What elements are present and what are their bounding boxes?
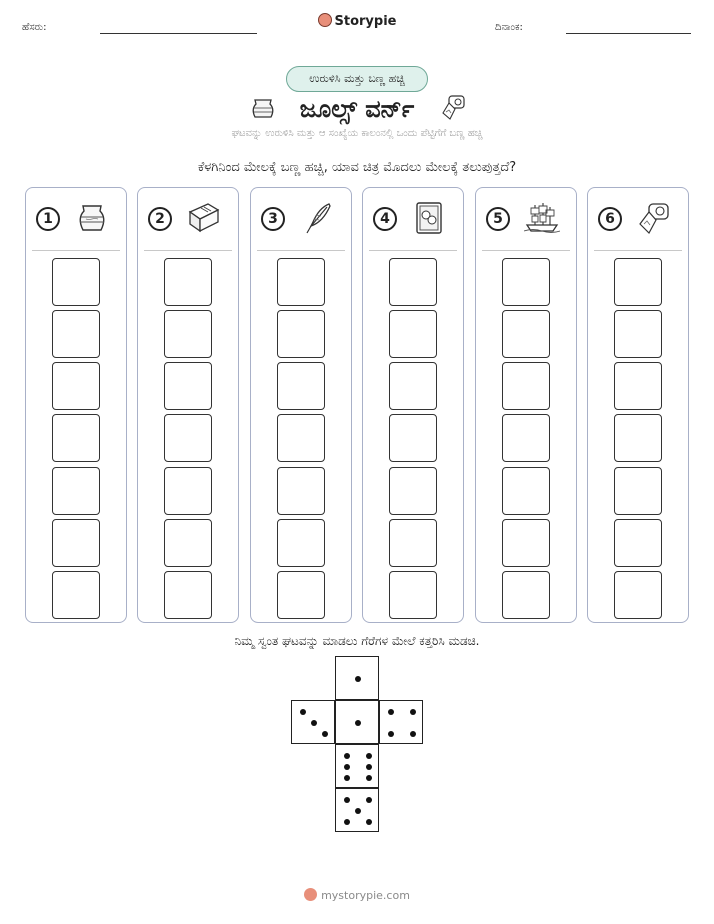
color-box[interactable] [164, 571, 212, 619]
color-box[interactable] [52, 571, 100, 619]
question: ಕೆಳಗಿನಿಂದ ಮೇಲಕ್ಕೆ ಬಣ್ಣ ಹಚ್ಚಿ, ಯಾವ ಚಿತ್ರ ಮೊದಲು ಮೇಲಕ್ಕೆ ತಲುಪುತ್ತದೆ? [197, 160, 517, 175]
date-label: ದಿನಾಂಕ: [495, 22, 523, 33]
color-box[interactable] [614, 414, 662, 462]
color-box[interactable] [502, 362, 550, 410]
date-line [566, 33, 691, 34]
column-divider [369, 250, 457, 251]
column-number: 6 [598, 207, 622, 231]
brand-name: Storypie [334, 14, 397, 29]
ticker-tape-icon [636, 200, 672, 236]
die-pip [366, 764, 372, 770]
die-pip [366, 819, 372, 825]
color-box[interactable] [614, 467, 662, 515]
pot-icon [74, 200, 110, 236]
die-pip [344, 764, 350, 770]
color-box[interactable] [277, 467, 325, 515]
color-box[interactable] [502, 519, 550, 567]
die-face-lower [335, 744, 379, 788]
color-box[interactable] [389, 310, 437, 358]
color-box[interactable] [614, 310, 662, 358]
storypie-logo-icon [304, 888, 317, 901]
color-box[interactable] [164, 310, 212, 358]
die-face-top [335, 656, 379, 700]
quill-icon [299, 200, 335, 236]
fold-instruction: ನಿಮ್ಮ ಸ್ವಂತ ಘಟವನ್ನು ಮಾಡಲು ಗೆರೆಗಳ ಮೇಲೆ ಕತ್ತರಿಸಿ ಮಡಚಿ. [234, 634, 480, 648]
subtitle: ಘಟವನ್ನು ಉರುಳಿಸಿ ಮತ್ತು ಆ ಸಂಖ್ಯೆಯ ಕಾಲಂನಲ್ಲಿ ಒಂದು ಪೆಟ್ಟಿಗೆಗೆ ಬಣ್ಣ ಹಚ್ಚಿ [231, 128, 483, 139]
color-box[interactable] [502, 414, 550, 462]
color-box[interactable] [277, 571, 325, 619]
die-pip [366, 797, 372, 803]
color-box[interactable] [52, 414, 100, 462]
color-box[interactable] [52, 467, 100, 515]
color-box[interactable] [389, 414, 437, 462]
color-box[interactable] [164, 467, 212, 515]
die-pip [344, 819, 350, 825]
die-face-bottom [335, 788, 379, 832]
die-face-left [291, 700, 335, 744]
column-3 [250, 187, 352, 623]
die-pip [355, 808, 361, 814]
column-number: 5 [486, 207, 510, 231]
color-box[interactable] [389, 519, 437, 567]
die-face-right [379, 700, 423, 744]
column-divider [257, 250, 345, 251]
column-5 [475, 187, 577, 623]
color-box[interactable] [389, 571, 437, 619]
die-pip [355, 676, 361, 682]
die-pip [388, 731, 394, 737]
storypie-logo-icon [318, 13, 332, 27]
column-number: 3 [261, 207, 285, 231]
column-2 [137, 187, 239, 623]
color-box[interactable] [614, 362, 662, 410]
name-line [100, 33, 257, 34]
color-box[interactable] [277, 258, 325, 306]
name-label: ಹೆಸರು: [22, 22, 47, 33]
die-face-center [335, 700, 379, 744]
color-box[interactable] [614, 571, 662, 619]
theater-book-icon [411, 200, 447, 236]
ticker-tape-icon [440, 93, 468, 121]
color-box[interactable] [614, 519, 662, 567]
color-box[interactable] [52, 258, 100, 306]
column-4 [362, 187, 464, 623]
color-box[interactable] [164, 414, 212, 462]
column-divider [594, 250, 682, 251]
die-pip [388, 709, 394, 715]
color-box[interactable] [52, 362, 100, 410]
color-box[interactable] [277, 519, 325, 567]
die-pip [311, 720, 317, 726]
die-pip [410, 709, 416, 715]
color-box[interactable] [389, 467, 437, 515]
color-box[interactable] [614, 258, 662, 306]
activity-pill: ಉರುಳಿಸಿ ಮತ್ತು ಬಣ್ಣ ಹಚ್ಚಿ [286, 66, 428, 92]
die-pip [366, 775, 372, 781]
footer [0, 888, 714, 902]
color-box[interactable] [52, 519, 100, 567]
die-pip [366, 753, 372, 759]
die-pip [410, 731, 416, 737]
die-pip [322, 731, 328, 737]
die-pip [300, 709, 306, 715]
color-box[interactable] [277, 414, 325, 462]
column-number: 1 [36, 207, 60, 231]
color-box[interactable] [502, 571, 550, 619]
color-box[interactable] [502, 310, 550, 358]
page-title: ಜೂಲ್ಸ್ ವರ್ನ್ [299, 95, 415, 123]
color-box[interactable] [389, 362, 437, 410]
die-pip [344, 797, 350, 803]
color-box[interactable] [52, 310, 100, 358]
column-divider [144, 250, 232, 251]
color-box[interactable] [502, 467, 550, 515]
color-box[interactable] [389, 258, 437, 306]
column-divider [32, 250, 120, 251]
color-box[interactable] [164, 519, 212, 567]
color-box[interactable] [164, 258, 212, 306]
book-icon [186, 200, 222, 236]
footer-url: mystorypie.com [321, 889, 410, 902]
column-number: 2 [148, 207, 172, 231]
brand [0, 13, 714, 29]
die-pip [344, 753, 350, 759]
ship-icon [524, 200, 560, 236]
column-number: 4 [373, 207, 397, 231]
column-6 [587, 187, 689, 623]
die-pip [344, 775, 350, 781]
column-divider [482, 250, 570, 251]
color-box[interactable] [277, 362, 325, 410]
color-box[interactable] [164, 362, 212, 410]
die-pip [355, 720, 361, 726]
column-1 [25, 187, 127, 623]
color-box[interactable] [277, 310, 325, 358]
color-box[interactable] [502, 258, 550, 306]
